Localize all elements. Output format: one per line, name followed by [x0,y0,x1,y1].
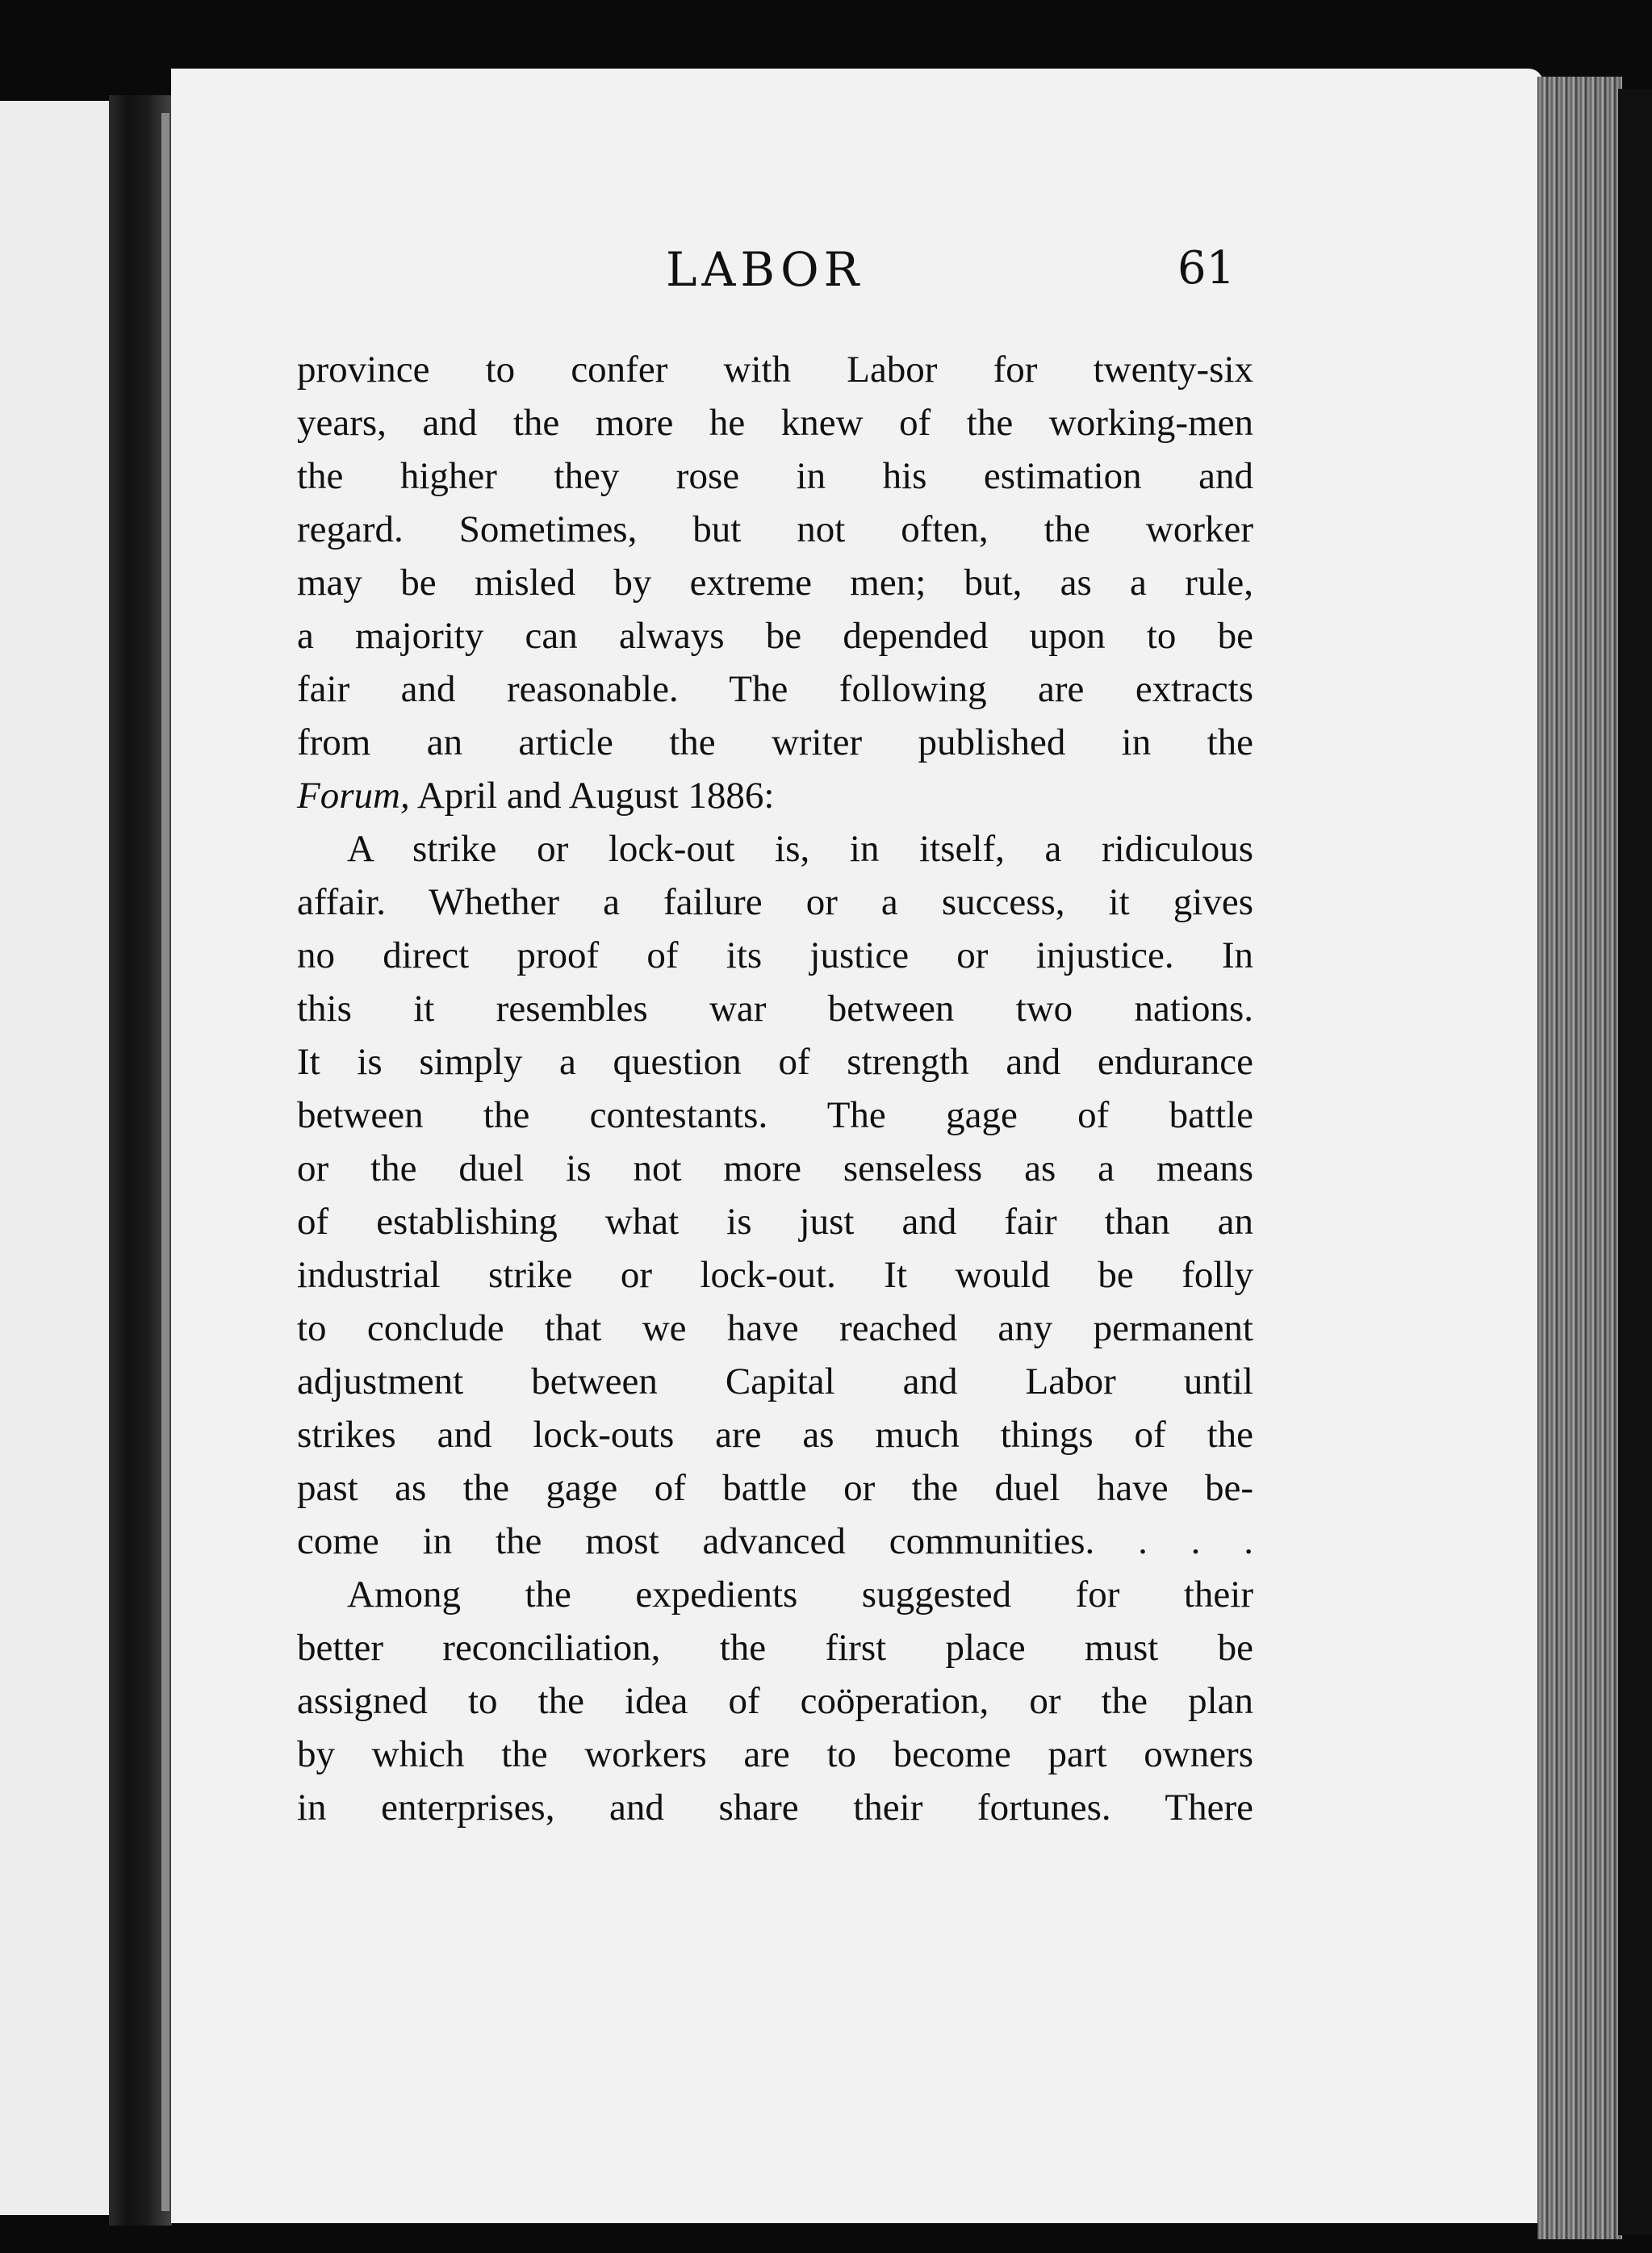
journal-title: Forum, [297,775,410,817]
text-line: a majority can always be depended upon to be [297,615,1253,657]
quote-line: affair. Whether a failure or a success, it gives [297,881,1253,923]
quote-line: It is simply a question of strength and endurance [297,1041,1253,1083]
text-line: province to confer with Labor for twenty-six [297,349,1253,391]
quote-line: Among the expedients suggested for their [347,1574,1253,1616]
quote-line: A strike or lock-out is, in itself, a ridiculous [347,828,1253,870]
quote-line: in enterprises, and share their fortunes. There [297,1787,1253,1829]
text-line: from an article the writer published in the [297,721,1253,763]
page-fore-edge [1537,77,1622,2239]
quote-line: assigned to the idea of coöperation, or the plan [297,1680,1253,1722]
text-line: years, and the more he knew of the working-men [297,402,1253,444]
quote-line: come in the most advanced communities. . . . [297,1520,1253,1562]
gutter-fold-line [161,113,169,2211]
body-text [297,343,1253,1834]
fore-edge-shadow [1618,89,1652,2235]
quote-line: better reconciliation, the first place must be [297,1627,1253,1669]
quote-line: adjustment between Capital and Labor until [297,1361,1253,1402]
quote-line: past as the gage of battle or the duel have be- [297,1467,1253,1509]
quote-line: no direct proof of its justice or injustice. In [297,934,1253,976]
text-line: may be misled by extreme men; but, as a rule, [297,562,1253,604]
text-line: fair and reasonable. The following are extracts [297,668,1253,710]
quote-line: or the duel is not more senseless as a means [297,1147,1253,1189]
quote-line: this it resembles war between two nations. [297,988,1253,1030]
page-number: 61 [1177,242,1236,295]
text-line: regard. Sometimes, but not often, the worker [297,508,1253,550]
running-head: LABOR [666,242,864,297]
quote-line: strikes and lock-outs are as much things of the [297,1414,1253,1456]
page-header [171,242,1543,307]
quote-line: industrial strike or lock-out. It would be folly [297,1254,1253,1296]
text-line: the higher they rose in his estimation and [297,455,1253,497]
left-page-edge [0,101,113,2215]
citation-line [297,769,1253,822]
citation-date: April and August 1886: [409,775,775,817]
quote-line: of establishing what is just and fair than an [297,1201,1253,1243]
quote-line: by which the workers are to become part owners [297,1733,1253,1775]
quote-line: between the contestants. The gage of battle [297,1094,1253,1136]
quote-line: to conclude that we have reached any permanent [297,1307,1253,1349]
